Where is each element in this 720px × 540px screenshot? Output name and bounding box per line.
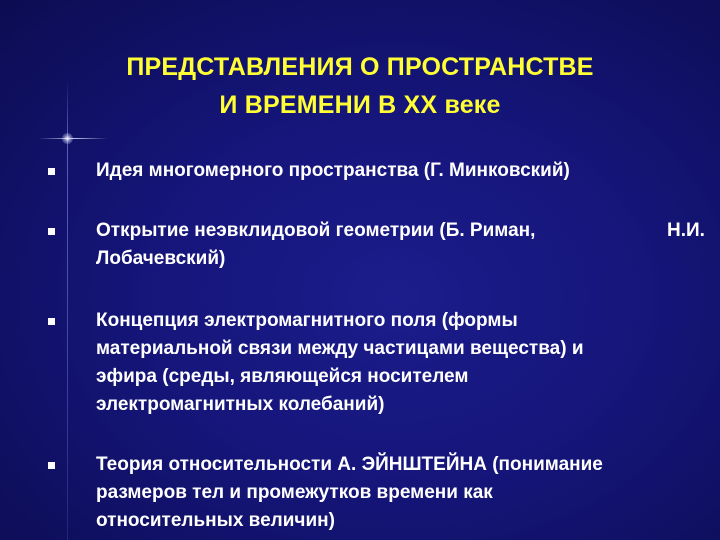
list-item-line: материальной связи между частицами вещества) и: [96, 338, 584, 359]
square-bullet-icon: [48, 462, 55, 469]
list-item-line: эфира (среды, являющейся носителем: [96, 366, 469, 387]
list-item-text: [96, 157, 716, 185]
list-item-line: Идея многомерного пространства (Г. Минковский): [96, 160, 570, 181]
title-line-1: ПРЕДСТАВЛЕНИЯ О ПРОСТРАНСТВЕ: [126, 53, 594, 81]
square-bullet-icon: [48, 318, 55, 325]
title-line-2: И ВРЕМЕНИ В XX веке: [219, 91, 501, 119]
square-bullet-icon: [48, 228, 55, 235]
list-item-right-text: Н.И.: [667, 220, 705, 241]
list-item-line: Открытие неэвклидовой геометрии (Б. Риман,: [96, 220, 536, 241]
list-item-line: Лобачевский): [96, 248, 226, 269]
list-item-line: относительных величин): [96, 510, 335, 531]
list-item-text: [96, 217, 716, 273]
list-item-text: [96, 307, 716, 419]
list-item-line: Концепция электромагнитного поля (формы: [96, 310, 518, 331]
list-item-text: [96, 451, 716, 535]
square-bullet-icon: [48, 168, 55, 175]
list-item-line: Теория относительности А. ЭЙНШТЕЙНА (понимание: [96, 454, 603, 475]
list-item-line: размеров тел и промежутков времени как: [96, 482, 493, 503]
list-item-line: электромагнитных колебаний): [96, 394, 385, 415]
